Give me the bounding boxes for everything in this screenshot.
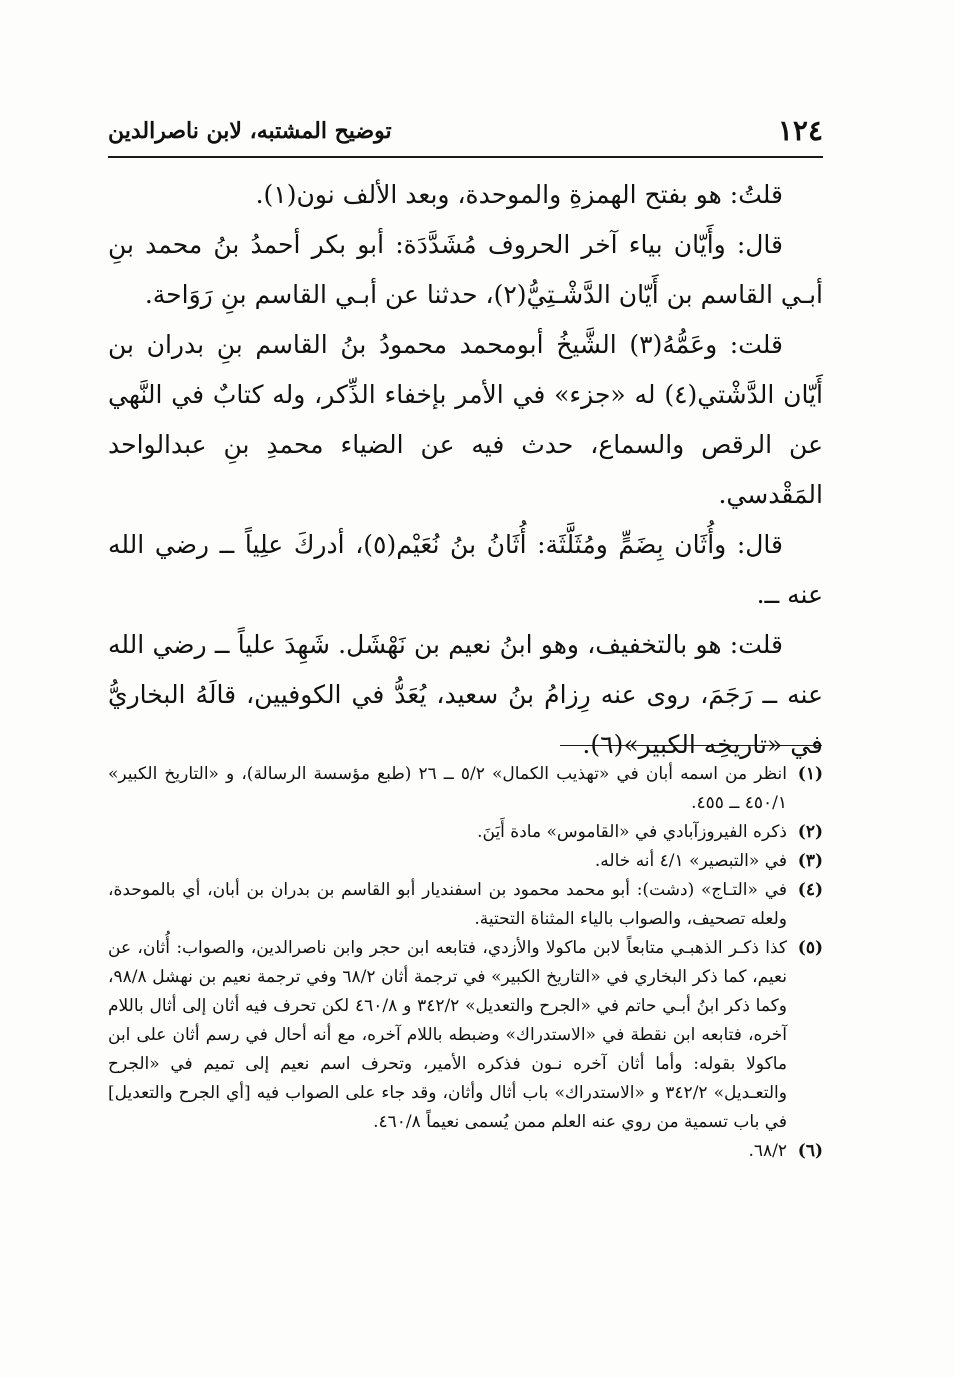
footnote xyxy=(108,760,823,818)
footnote-text: في «التـاج» (دشت): أبو محمد محمود بن اسفنديار أبو القاسم بن بدران بن أبان، أي بالموحدة، ولعله تصحيف، والصواب بالياء المثناة التحتية. xyxy=(108,880,787,929)
main-text xyxy=(108,170,823,770)
paragraph: قلتُ: هو بفتح الهمزةِ والموحدة، وبعد الألف نون(١). xyxy=(255,180,783,209)
footnote xyxy=(108,1137,823,1166)
paragraph: قلت: وعَمُّهُ(٣) الشَّيخُ أبومحمد محمودُ بنُ القاسم بنِ بدران بن أَيّان الدَّشْتي(٤) له «جزء» في الأمر بإخفاء الذِّكر، وله كتابٌ في النَّهي عن الرقص والسماع، حدث فيه عن الضياء محمدِ بنِ عبدالواحد المَقْدسي. xyxy=(108,330,823,509)
footnote xyxy=(108,934,823,1137)
footnote-text: كذا ذكـر الذهبـي متابعاً لابن ماكولا والأزدي، فتابعه ابن حجر وابن ناصرالدين، والصواب: أُثان، عن نعيم، كما ذكر البخاري في «التاريخ الكبير» في ترجمة أثان ٦٨/٢ وفي ترجمة نعيم بن نهشل ٩٨/٨، وكما ذكر ابنُ أبـي حاتم في «الجرح والتعديل» ٣٤٢/٢ و ٤٦٠/٨ لكن تحرف فيه أثان إلى أثال باللام آخره، فتابعه ابن نقطة في «الاستدراك» وضبطه باللام آخره، مع أنه أحال في رسم أثان على ابن ماكولا بقوله: وأما أثان آخره نـون فذكره الأمير، وتحرف اسم نعيم إلى تميم في «الجرح والتعـديل» ٣٤٢/٢ و «الاستدراك» باب أثال وأثان، وقد جاء على الصواب فيه [أي الجرح والتعديل] في باب تسمية من روي عنه العلم ممن يُسمى نعيماً ٤٦٠/٨. xyxy=(108,938,787,1132)
footnotes xyxy=(108,760,823,1166)
footnote xyxy=(108,818,823,847)
footnote-number: (١) xyxy=(797,764,823,784)
page-header xyxy=(108,108,823,154)
footnote-number: (٣) xyxy=(797,851,823,871)
footnote-number: (٢) xyxy=(797,822,823,842)
footnote-number: (٥) xyxy=(797,938,823,958)
paragraph: قلت: هو بالتخفيف، وهو ابنُ نعيم بن نَهْشَل. شَهِدَ علياً ــ رضي الله عنه ــ رَجَمَ، روى عنه رِزامُ بنُ سعيد، يُعَدُّ في الكوفيين، قالَهُ البخاريُّ في «تاريخِه الكبير»(٦). xyxy=(108,630,823,759)
footnote-text: في «التبصير» ٤/١ أنه خاله. xyxy=(594,851,787,871)
paragraph: قال: وأَيّان بياء آخر الحروف مُشَدَّدَة: أبو بكر أحمدُ بنُ محمد بنِ أبـي القاسم بن أَيّان الدَّشْـتِيُّ(٢)، حدثنا عن أبـي القاسم بنِ رَوَاحة. xyxy=(108,230,823,309)
footnote-number: (٦) xyxy=(797,1141,823,1161)
footnote-text: ذكره الفيروزآبادي في «القاموس» مادة أَيَنَ. xyxy=(477,822,787,842)
running-title: توضيح المشتبه، لابن ناصرالدين xyxy=(108,118,392,144)
footnote-number: (٤) xyxy=(797,880,823,900)
paragraph: قال: وأُثَان بِضَمٍّ ومُثَلَّثَة: أُثَانُ بنُ نُعَيْم(٥)، أدركَ علِياً ــ رضي الله عنه ــ. xyxy=(108,530,823,609)
page-number: ١٢٤ xyxy=(777,114,823,147)
footnote-text: انظر من اسمه أبان في «تهذيب الكمال» ٥/٢ ــ ٢٦ (طبع مؤسسة الرسالة)، و «التاريخ الكبير» ٤٥٠/١ ــ ٤٥٥. xyxy=(108,764,787,813)
footnote xyxy=(108,847,823,876)
footnote-separator xyxy=(560,745,822,746)
header-rule xyxy=(108,156,823,158)
footnote xyxy=(108,876,823,934)
footnote-text: ٦٨/٢. xyxy=(748,1141,787,1161)
